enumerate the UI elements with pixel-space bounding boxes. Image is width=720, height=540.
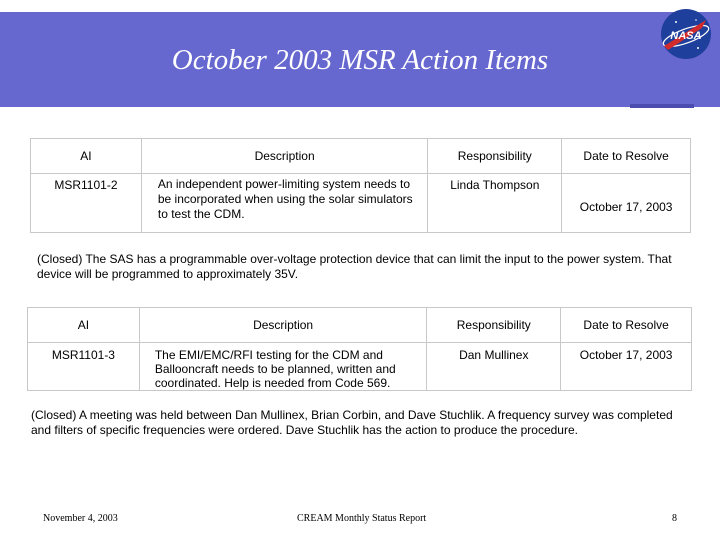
table-row xyxy=(28,343,692,391)
table-row xyxy=(31,174,691,233)
table-header-row xyxy=(31,139,691,174)
header-ai: AI xyxy=(28,308,140,343)
ai-responsibility: Dan Mullinex xyxy=(427,343,561,391)
nasa-logo xyxy=(658,6,714,62)
status-note-1: (Closed) The SAS has a programmable over-voltage protection device that can limit the input to the power system. That device will be programmed to approximately 35V. xyxy=(37,252,672,281)
header-ai: AI xyxy=(31,139,142,174)
table-header-row xyxy=(28,308,692,343)
ai-description: An independent power-limiting system needs to be incorporated when using the solar simulators to test the CDM. xyxy=(141,174,428,233)
action-item-table-2 xyxy=(27,307,692,391)
footer-title: CREAM Monthly Status Report xyxy=(297,513,427,524)
action-item-table-1 xyxy=(30,138,691,233)
header-responsibility: Responsibility xyxy=(428,139,562,174)
ai-description: The EMI/EMC/RFI testing for the CDM and Ballooncraft needs to be planned, written and coordinated. Help is needed from Code 569. xyxy=(139,343,427,391)
slide-title: October 2003 MSR Action Items xyxy=(171,44,549,76)
status-note-2: (Closed) A meeting was held between Dan Mullinex, Brian Corbin, and Dave Stuchlik. A frequency survey was completed and filters of specific frequencies were ordered. Dave Stuchlik has the action to produce the procedure. xyxy=(31,408,673,437)
page-number: 8 xyxy=(672,513,677,524)
banner-shadow xyxy=(630,104,694,108)
header-date: Date to Resolve xyxy=(561,308,692,343)
ai-id: MSR1101-2 xyxy=(31,174,142,233)
header-responsibility: Responsibility xyxy=(427,308,561,343)
ai-id: MSR1101-3 xyxy=(28,343,140,391)
ai-responsibility: Linda Thompson xyxy=(428,174,562,233)
ai-date: October 17, 2003 xyxy=(562,174,691,233)
header-description: Description xyxy=(141,139,428,174)
header-description: Description xyxy=(139,308,427,343)
header-date: Date to Resolve xyxy=(562,139,691,174)
ai-date: October 17, 2003 xyxy=(561,343,692,391)
footer-date: November 4, 2003 xyxy=(43,513,118,524)
svg-text:NASA: NASA xyxy=(670,30,702,42)
